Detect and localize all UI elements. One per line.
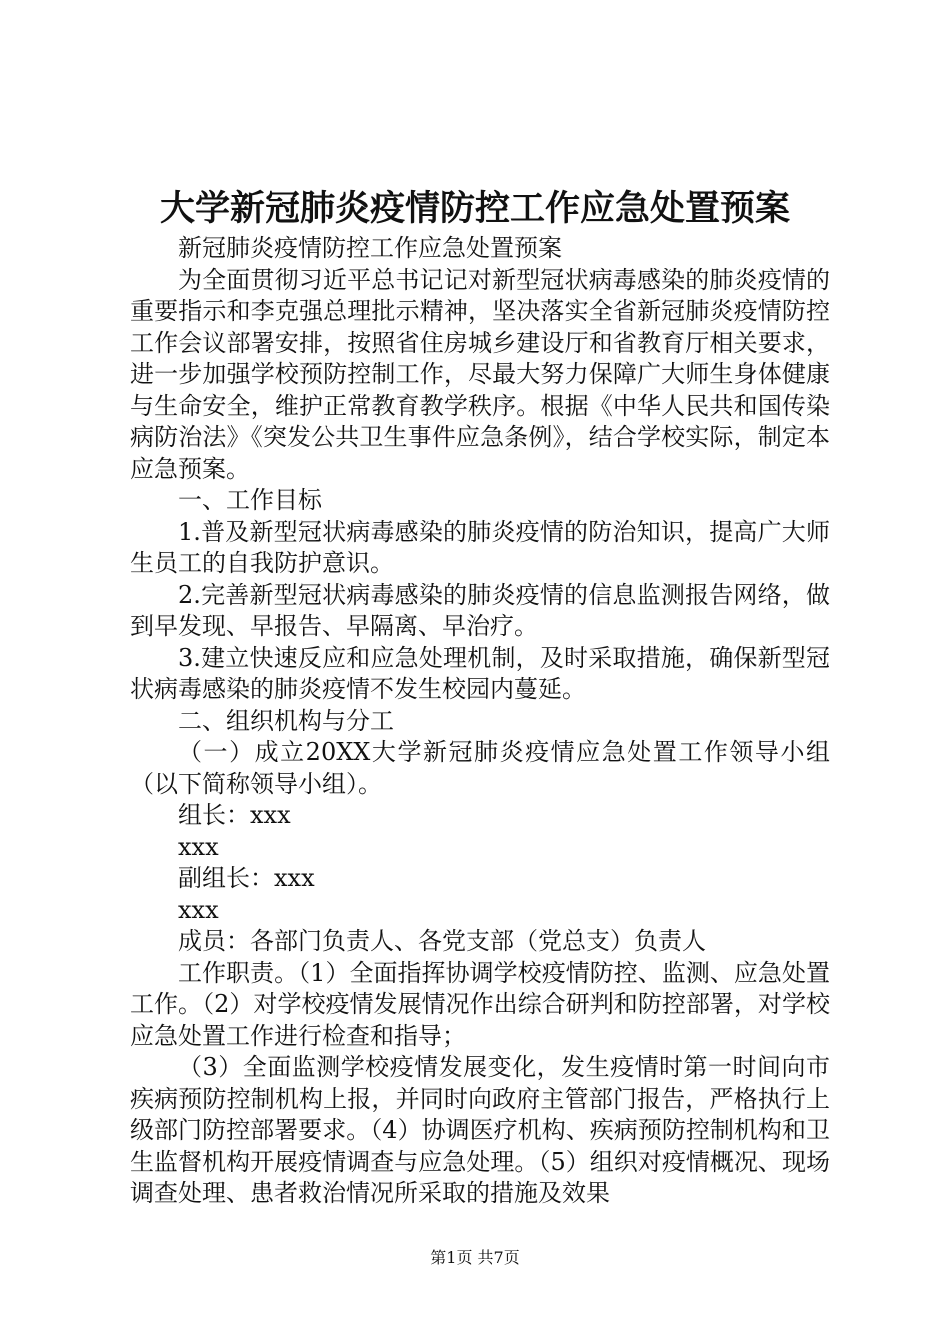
paragraph-duties: 工作职责。（1）全面指挥协调学校疫情防控、监测、应急处置工作。（2）对学校疫情发展情况作出综合研判和防控部署，对学校应急处置工作进行检查和指导；: [130, 958, 830, 1050]
document-title: 大学新冠肺炎疫情防控工作应急处置预案: [159, 188, 790, 229]
paragraph-leader: 组长：xxx: [178, 801, 291, 829]
paragraph-duties-continued: （3）全面监测学校疫情发展变化，发生疫情时第一时间向市疾病预防控制机构上报，并同时向政府主管部门报告，严格执行上级部门防控部署要求。（4）协调医疗机构、疾病预防控制机构和卫生监督机构开展疫情调查与应急处理。（5）组织对疫情概况、现场调查处理、患者救治情况所采取的措施及效果: [130, 1053, 830, 1207]
paragraph-goal-3: 3.建立快速反应和应急处理机制，及时采取措施，确保新型冠状病毒感染的肺炎疫情不发生校园内蔓延。: [130, 643, 830, 703]
section-heading-goals: 一、工作目标: [178, 486, 322, 514]
section-heading-organization: 二、组织机构与分工: [178, 706, 394, 735]
paragraph-leading-group: （一）成立20XX大学新冠肺炎疫情应急处置工作领导小组（以下简称领导小组）。: [130, 738, 830, 798]
paragraph-leader-name: xxx: [178, 832, 219, 861]
paragraph-intro: 为全面贯彻习近平总书记记对新型冠状病毒感染的肺炎疫情的重要指示和李克强总理批示精神，坚决落实全省新冠肺炎疫情防控工作会议部署安排，按照省住房城乡建设厅和省教育厅相关要求，进一步加强学校预防控制工作，尽最大努力保障广大师生身体健康与生命安全，维护正常教育教学秩序。根据《中华人民共和国传染病防治法》《突发公共卫生事件应急条例》，结合学校实际，制定本应急预案。: [130, 265, 830, 483]
paragraph-goal-2: 2.完善新型冠状病毒感染的肺炎疫情的信息监测报告网络，做到早发现、早报告、早隔离、早治疗。: [130, 580, 830, 640]
paragraph-subtitle: 新冠肺炎疫情防控工作应急处置预案: [178, 234, 562, 262]
document-body: [130, 233, 830, 1210]
paragraph-goal-1: 1.普及新型冠状病毒感染的肺炎疫情的防治知识，提高广大师生员工的自我防护意识。: [130, 517, 830, 577]
page-number-footer: 第1页 共7页: [430, 1248, 520, 1267]
paragraph-deputy-leader-name: xxx: [178, 895, 219, 924]
paragraph-deputy-leader: 副组长：xxx: [178, 864, 315, 892]
paragraph-members: 成员：各部门负责人、各党支部（党总支）负责人: [178, 927, 706, 955]
